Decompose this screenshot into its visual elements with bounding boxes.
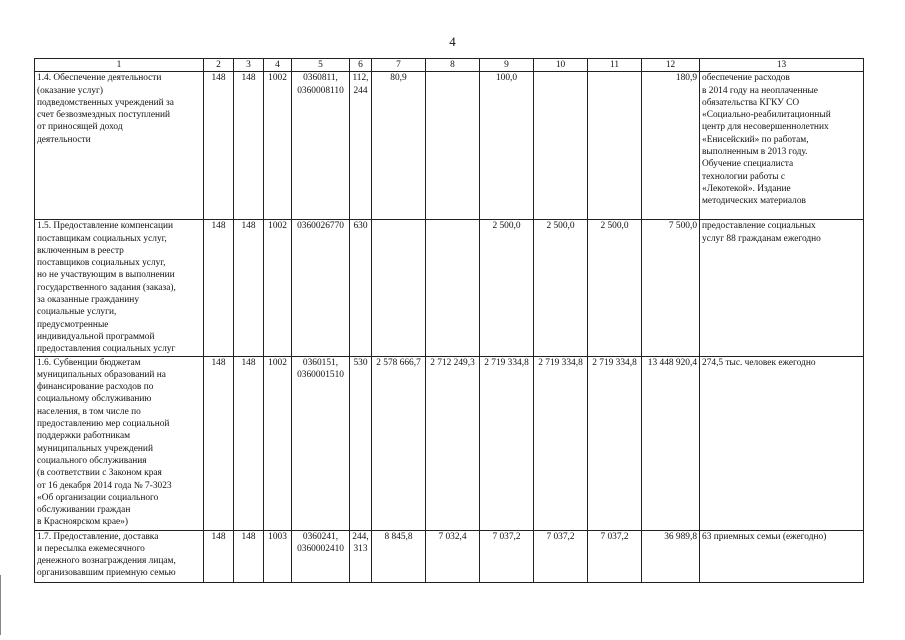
- header-cell: 5: [292, 59, 350, 72]
- header-cell: 1: [35, 59, 204, 72]
- cell-col9: 2 500,0: [480, 220, 534, 356]
- cell-col10: 2 500,0: [534, 220, 588, 356]
- cell-col10: [534, 72, 588, 220]
- cell-col8: 2 712 249,3: [426, 356, 480, 530]
- cell-col13: предоставление социальных услуг 88 гражданам ежегодно: [700, 220, 864, 356]
- cell-col3: 148: [234, 530, 264, 582]
- cell-col11: 7 037,2: [588, 530, 642, 582]
- cell-col12: 180,9: [642, 72, 700, 220]
- table-row: [35, 72, 864, 220]
- cell-col6: 530: [350, 356, 372, 530]
- cell-col7: [372, 220, 426, 356]
- budget-table: [34, 58, 864, 583]
- cell-col12: 7 500,0: [642, 220, 700, 356]
- cell-col3: 148: [234, 72, 264, 220]
- cell-col11: 2 500,0: [588, 220, 642, 356]
- row-name-cell: 1.6. Субвенции бюджетам муниципальных образований на финансирование расходов по социальному обслуживанию населения, в том числе по предоставлению мер социальной поддержки работникам муниципальных учреждений социального обслуживания (в соответствии с Законом края от 16 декабря 2014 года № 7-3023 «Об организации социального обслуживании граждан в Красноярском крае»): [35, 356, 204, 530]
- header-cell: 8: [426, 59, 480, 72]
- cell-col4: 1002: [264, 220, 292, 356]
- table-row: [35, 220, 864, 356]
- header-cell: 4: [264, 59, 292, 72]
- cell-col9: 7 037,2: [480, 530, 534, 582]
- cell-col6: 630: [350, 220, 372, 356]
- cell-col11: 2 719 334,8: [588, 356, 642, 530]
- cell-col7: 2 578 666,7: [372, 356, 426, 530]
- header-cell: 2: [204, 59, 234, 72]
- header-cell: 3: [234, 59, 264, 72]
- header-cell: 10: [534, 59, 588, 72]
- cell-col5: 0360811, 0360008110: [292, 72, 350, 220]
- row-name-cell: 1.5. Предоставление компенсации поставщикам социальных услуг, включенным в реестр поставщиков социальных услуг, но не участвующим в выполнении государственного задания (заказа), за оказанные гражданину социальные услуги, предусмотренные индивидуальной программой предоставления социальных услуг: [35, 220, 204, 356]
- cell-col13: 274,5 тыс. человек ежегодно: [700, 356, 864, 530]
- cell-col13: обеспечение расходов в 2014 году на неоплаченные обязательства КГКУ СО «Социально-реабилитационный центр для несовершеннолетних «Енисейский» по работам, выполненным в 2013 году. Обучение специалиста технологии работы с «Лекотекой». Издание методических материалов: [700, 72, 864, 220]
- cell-col6: 244, 313: [350, 530, 372, 582]
- cell-col9: 100,0: [480, 72, 534, 220]
- cell-col11: [588, 72, 642, 220]
- cell-col2: 148: [204, 72, 234, 220]
- header-cell: 12: [642, 59, 700, 72]
- cell-col7: 80,9: [372, 72, 426, 220]
- table-header-row: [35, 59, 864, 72]
- cell-col6: 112, 244: [350, 72, 372, 220]
- cell-col4: 1003: [264, 530, 292, 582]
- cell-col5: 0360151, 0360001510: [292, 356, 350, 530]
- cell-col8: [426, 72, 480, 220]
- cell-col13: 63 приемных семьи (ежегодно): [700, 530, 864, 582]
- cell-col2: 148: [204, 356, 234, 530]
- row-name-cell: 1.7. Предоставление, доставка и пересылка ежемесячного денежного вознаграждения лицам, организовавшим приемную семью: [35, 530, 204, 582]
- cell-col10: 2 719 334,8: [534, 356, 588, 530]
- cell-col12: 36 989,8: [642, 530, 700, 582]
- cell-col5: 0360026770: [292, 220, 350, 356]
- header-cell: 9: [480, 59, 534, 72]
- header-cell: 11: [588, 59, 642, 72]
- cell-col4: 1002: [264, 72, 292, 220]
- cell-col12: 13 448 920,4: [642, 356, 700, 530]
- cell-col3: 148: [234, 356, 264, 530]
- header-cell: 13: [700, 59, 864, 72]
- cell-col5: 0360241, 0360002410: [292, 530, 350, 582]
- cell-col9: 2 719 334,8: [480, 356, 534, 530]
- page-number: 4: [449, 34, 456, 49]
- cell-col4: 1002: [264, 356, 292, 530]
- scan-edge-mark: [0, 575, 1, 635]
- row-name-cell: 1.4. Обеспечение деятельности (оказание услуг) подведомственных учреждений за счет безвозмездных поступлений от приносящей доход деятельности: [35, 72, 204, 220]
- cell-col2: 148: [204, 530, 234, 582]
- header-cell: 7: [372, 59, 426, 72]
- cell-col3: 148: [234, 220, 264, 356]
- table-row: [35, 530, 864, 582]
- cell-col2: 148: [204, 220, 234, 356]
- cell-col7: 8 845,8: [372, 530, 426, 582]
- header-cell: 6: [350, 59, 372, 72]
- cell-col8: [426, 220, 480, 356]
- cell-col8: 7 032,4: [426, 530, 480, 582]
- table-row: [35, 356, 864, 530]
- cell-col10: 7 037,2: [534, 530, 588, 582]
